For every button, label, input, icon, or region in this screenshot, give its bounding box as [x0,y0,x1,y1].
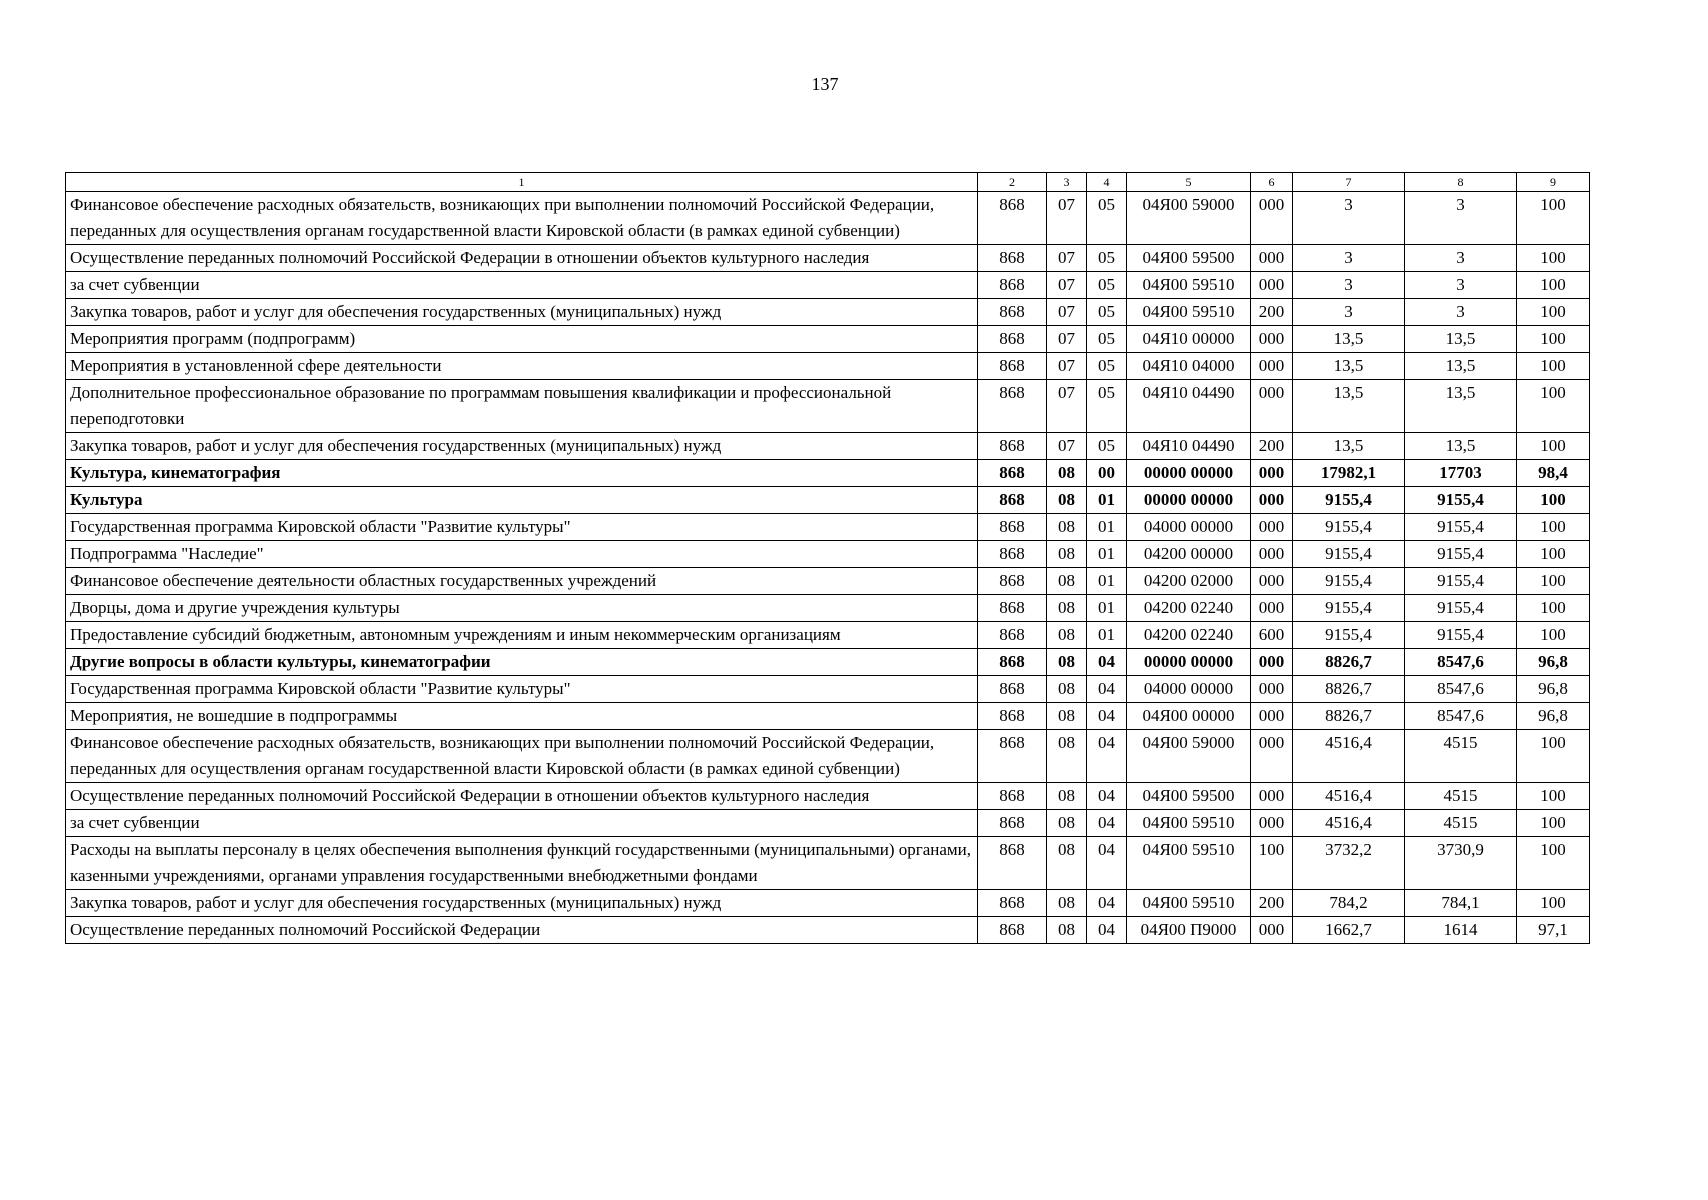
cell-gr: 868 [978,917,1047,944]
column-number: 3 [1047,173,1087,192]
cell-executed: 3 [1405,299,1517,326]
cell-rz: 07 [1047,326,1087,353]
cell-csr: 04Я10 04490 [1127,433,1251,460]
cell-csr: 04Я00 59510 [1127,272,1251,299]
cell-rz: 08 [1047,917,1087,944]
cell-vr: 100 [1251,837,1293,890]
table-row [66,890,1590,917]
cell-gr: 868 [978,541,1047,568]
table-row [66,810,1590,837]
cell-vr: 000 [1251,460,1293,487]
cell-executed: 13,5 [1405,326,1517,353]
cell-csr: 04Я00 59500 [1127,783,1251,810]
table-row [66,837,1590,890]
cell-pr: 04 [1087,730,1127,783]
column-number: 6 [1251,173,1293,192]
cell-executed: 9155,4 [1405,595,1517,622]
cell-percent: 100 [1517,192,1590,245]
table-row [66,433,1590,460]
cell-rz: 08 [1047,837,1087,890]
cell-csr: 04200 02240 [1127,622,1251,649]
cell-vr: 000 [1251,245,1293,272]
cell-vr: 000 [1251,514,1293,541]
cell-pr: 01 [1087,595,1127,622]
cell-planned: 8826,7 [1293,676,1405,703]
cell-vr: 000 [1251,353,1293,380]
cell-planned: 3 [1293,245,1405,272]
cell-executed: 8547,6 [1405,703,1517,730]
cell-csr: 04Я10 04490 [1127,380,1251,433]
cell-executed: 9155,4 [1405,622,1517,649]
table-row [66,783,1590,810]
cell-pr: 05 [1087,245,1127,272]
cell-rz: 08 [1047,676,1087,703]
cell-rz: 07 [1047,380,1087,433]
cell-percent: 98,4 [1517,460,1590,487]
cell-csr: 04Я10 04000 [1127,353,1251,380]
row-name: Культура [66,487,978,514]
cell-csr: 04Я10 00000 [1127,326,1251,353]
cell-csr: 04Я00 00000 [1127,703,1251,730]
cell-rz: 08 [1047,810,1087,837]
table-row [66,380,1590,433]
row-name: Осуществление переданных полномочий Российской Федерации [66,917,978,944]
cell-gr: 868 [978,272,1047,299]
row-name: Финансовое обеспечение расходных обязательств, возникающих при выполнении полномочий Российской Федерации, переданных для осуществления органам государственной власти Кировской области (в рамках единой субвенции) [66,192,978,245]
cell-executed: 784,1 [1405,890,1517,917]
row-name: Осуществление переданных полномочий Российской Федерации в отношении объектов культурного наследия [66,245,978,272]
cell-rz: 07 [1047,353,1087,380]
cell-pr: 04 [1087,703,1127,730]
cell-gr: 868 [978,299,1047,326]
cell-rz: 07 [1047,299,1087,326]
cell-gr: 868 [978,192,1047,245]
cell-percent: 96,8 [1517,676,1590,703]
cell-percent: 96,8 [1517,703,1590,730]
cell-rz: 08 [1047,649,1087,676]
cell-gr: 868 [978,380,1047,433]
cell-csr: 00000 00000 [1127,460,1251,487]
table-row [66,703,1590,730]
cell-percent: 100 [1517,487,1590,514]
cell-pr: 05 [1087,192,1127,245]
cell-vr: 000 [1251,649,1293,676]
row-name: Культура, кинематография [66,460,978,487]
cell-gr: 868 [978,595,1047,622]
cell-percent: 100 [1517,433,1590,460]
cell-planned: 9155,4 [1293,595,1405,622]
column-number: 8 [1405,173,1517,192]
cell-planned: 3 [1293,192,1405,245]
cell-percent: 100 [1517,730,1590,783]
cell-gr: 868 [978,730,1047,783]
cell-executed: 8547,6 [1405,649,1517,676]
table-row [66,541,1590,568]
row-name: Закупка товаров, работ и услуг для обеспечения государственных (муниципальных) нужд [66,433,978,460]
cell-planned: 4516,4 [1293,730,1405,783]
cell-rz: 07 [1047,433,1087,460]
cell-pr: 04 [1087,783,1127,810]
cell-planned: 4516,4 [1293,783,1405,810]
table-row [66,595,1590,622]
cell-rz: 07 [1047,272,1087,299]
cell-pr: 04 [1087,890,1127,917]
cell-gr: 868 [978,487,1047,514]
cell-percent: 100 [1517,890,1590,917]
row-name: Предоставление субсидий бюджетным, автономным учреждениям и иным некоммерческим организациям [66,622,978,649]
cell-pr: 05 [1087,433,1127,460]
table-row [66,568,1590,595]
cell-pr: 04 [1087,837,1127,890]
cell-vr: 000 [1251,380,1293,433]
cell-pr: 01 [1087,622,1127,649]
cell-rz: 08 [1047,514,1087,541]
table-row [66,353,1590,380]
cell-vr: 600 [1251,622,1293,649]
cell-planned: 9155,4 [1293,568,1405,595]
column-number: 2 [978,173,1047,192]
cell-planned: 9155,4 [1293,487,1405,514]
cell-percent: 100 [1517,326,1590,353]
cell-executed: 8547,6 [1405,676,1517,703]
cell-vr: 000 [1251,326,1293,353]
cell-rz: 08 [1047,460,1087,487]
row-name: Мероприятия, не вошедшие в подпрограммы [66,703,978,730]
cell-vr: 000 [1251,730,1293,783]
cell-percent: 100 [1517,245,1590,272]
cell-executed: 9155,4 [1405,514,1517,541]
cell-percent: 100 [1517,595,1590,622]
cell-pr: 05 [1087,380,1127,433]
cell-gr: 868 [978,514,1047,541]
budget-table [65,172,1590,944]
cell-pr: 05 [1087,353,1127,380]
cell-pr: 01 [1087,487,1127,514]
cell-rz: 08 [1047,730,1087,783]
cell-planned: 13,5 [1293,326,1405,353]
cell-csr: 04Я00 59510 [1127,837,1251,890]
cell-gr: 868 [978,433,1047,460]
cell-percent: 97,1 [1517,917,1590,944]
page-number: 137 [811,74,839,94]
row-name: Дворцы, дома и другие учреждения культуры [66,595,978,622]
table-row [66,649,1590,676]
cell-pr: 01 [1087,541,1127,568]
cell-gr: 868 [978,703,1047,730]
row-name: Финансовое обеспечение расходных обязательств, возникающих при выполнении полномочий Российской Федерации, переданных для осуществления органам государственной власти Кировской области (в рамках единой субвенции) [66,730,978,783]
cell-percent: 100 [1517,272,1590,299]
column-number: 1 [66,173,978,192]
cell-pr: 05 [1087,272,1127,299]
cell-csr: 04000 00000 [1127,514,1251,541]
cell-planned: 9155,4 [1293,622,1405,649]
row-name: Другие вопросы в области культуры, кинематографии [66,649,978,676]
cell-planned: 13,5 [1293,433,1405,460]
cell-planned: 3 [1293,272,1405,299]
cell-gr: 868 [978,810,1047,837]
cell-vr: 000 [1251,192,1293,245]
cell-rz: 08 [1047,890,1087,917]
cell-vr: 000 [1251,810,1293,837]
cell-pr: 04 [1087,676,1127,703]
row-name: Осуществление переданных полномочий Российской Федерации в отношении объектов культурного наследия [66,783,978,810]
cell-rz: 07 [1047,245,1087,272]
cell-executed: 9155,4 [1405,487,1517,514]
cell-rz: 08 [1047,487,1087,514]
cell-vr: 000 [1251,676,1293,703]
cell-csr: 04Я00 59000 [1127,192,1251,245]
table-body [66,173,1590,944]
cell-executed: 3730,9 [1405,837,1517,890]
cell-executed: 4515 [1405,810,1517,837]
cell-vr: 000 [1251,703,1293,730]
cell-vr: 200 [1251,890,1293,917]
cell-planned: 4516,4 [1293,810,1405,837]
column-number: 5 [1127,173,1251,192]
cell-vr: 200 [1251,299,1293,326]
cell-gr: 868 [978,353,1047,380]
cell-planned: 8826,7 [1293,649,1405,676]
cell-percent: 100 [1517,353,1590,380]
cell-planned: 13,5 [1293,380,1405,433]
cell-gr: 868 [978,890,1047,917]
table-row [66,299,1590,326]
row-name: Мероприятия программ (подпрограмм) [66,326,978,353]
cell-rz: 08 [1047,622,1087,649]
table-row [66,326,1590,353]
table-row [66,917,1590,944]
cell-rz: 08 [1047,703,1087,730]
cell-vr: 000 [1251,272,1293,299]
table-row [66,272,1590,299]
cell-pr: 01 [1087,568,1127,595]
cell-csr: 04Я00 59500 [1127,245,1251,272]
table-row [66,622,1590,649]
row-name: Расходы на выплаты персоналу в целях обеспечения выполнения функций государственными (муниципальными) органами, казенными учреждениями, органами управления государственными внебюджетными фондами [66,837,978,890]
cell-percent: 100 [1517,837,1590,890]
cell-executed: 1614 [1405,917,1517,944]
cell-pr: 04 [1087,917,1127,944]
cell-vr: 000 [1251,783,1293,810]
table-row [66,192,1590,245]
cell-rz: 08 [1047,541,1087,568]
table-row [66,245,1590,272]
cell-vr: 000 [1251,568,1293,595]
cell-csr: 04Я00 59510 [1127,299,1251,326]
cell-pr: 04 [1087,649,1127,676]
table-row [66,487,1590,514]
cell-gr: 868 [978,568,1047,595]
column-number: 7 [1293,173,1405,192]
cell-percent: 100 [1517,810,1590,837]
table-row [66,460,1590,487]
cell-csr: 00000 00000 [1127,649,1251,676]
cell-executed: 9155,4 [1405,568,1517,595]
cell-executed: 13,5 [1405,353,1517,380]
cell-gr: 868 [978,783,1047,810]
cell-planned: 1662,7 [1293,917,1405,944]
cell-pr: 01 [1087,514,1127,541]
cell-gr: 868 [978,460,1047,487]
cell-gr: 868 [978,326,1047,353]
cell-csr: 04Я00 59000 [1127,730,1251,783]
cell-pr: 05 [1087,326,1127,353]
cell-csr: 04200 00000 [1127,541,1251,568]
row-name: Государственная программа Кировской области "Развитие культуры" [66,514,978,541]
cell-planned: 784,2 [1293,890,1405,917]
cell-planned: 9155,4 [1293,514,1405,541]
cell-gr: 868 [978,837,1047,890]
row-name: Подпрограмма "Наследие" [66,541,978,568]
row-name: Мероприятия в установленной сфере деятельности [66,353,978,380]
cell-gr: 868 [978,649,1047,676]
cell-csr: 04200 02000 [1127,568,1251,595]
column-number: 4 [1087,173,1127,192]
cell-gr: 868 [978,676,1047,703]
cell-pr: 05 [1087,299,1127,326]
cell-rz: 07 [1047,192,1087,245]
column-numbers-row [66,173,1590,192]
cell-percent: 100 [1517,541,1590,568]
cell-percent: 100 [1517,299,1590,326]
cell-gr: 868 [978,245,1047,272]
table-row [66,514,1590,541]
cell-planned: 13,5 [1293,353,1405,380]
cell-planned: 8826,7 [1293,703,1405,730]
cell-planned: 9155,4 [1293,541,1405,568]
row-name: за счет субвенции [66,272,978,299]
cell-percent: 100 [1517,783,1590,810]
cell-executed: 3 [1405,272,1517,299]
cell-executed: 13,5 [1405,380,1517,433]
row-name: Дополнительное профессиональное образование по программам повышения квалификации и профессиональной переподготовки [66,380,978,433]
cell-executed: 17703 [1405,460,1517,487]
cell-percent: 96,8 [1517,649,1590,676]
cell-executed: 13,5 [1405,433,1517,460]
row-name: Закупка товаров, работ и услуг для обеспечения государственных (муниципальных) нужд [66,890,978,917]
cell-csr: 04Я00 59510 [1127,890,1251,917]
cell-percent: 100 [1517,380,1590,433]
table-row [66,676,1590,703]
cell-gr: 868 [978,622,1047,649]
cell-csr: 04Я00 59510 [1127,810,1251,837]
cell-rz: 08 [1047,595,1087,622]
row-name: Государственная программа Кировской области "Развитие культуры" [66,676,978,703]
cell-percent: 100 [1517,622,1590,649]
cell-executed: 9155,4 [1405,541,1517,568]
cell-rz: 08 [1047,783,1087,810]
cell-planned: 3732,2 [1293,837,1405,890]
column-number: 9 [1517,173,1590,192]
cell-csr: 04000 00000 [1127,676,1251,703]
cell-executed: 4515 [1405,783,1517,810]
cell-pr: 04 [1087,810,1127,837]
cell-vr: 000 [1251,541,1293,568]
cell-percent: 100 [1517,568,1590,595]
cell-pr: 00 [1087,460,1127,487]
cell-rz: 08 [1047,568,1087,595]
cell-vr: 000 [1251,487,1293,514]
cell-executed: 3 [1405,192,1517,245]
row-name: за счет субвенции [66,810,978,837]
cell-vr: 200 [1251,433,1293,460]
row-name: Закупка товаров, работ и услуг для обеспечения государственных (муниципальных) нужд [66,299,978,326]
cell-csr: 04Я00 П9000 [1127,917,1251,944]
cell-percent: 100 [1517,514,1590,541]
row-name: Финансовое обеспечение деятельности областных государственных учреждений [66,568,978,595]
cell-planned: 17982,1 [1293,460,1405,487]
cell-csr: 00000 00000 [1127,487,1251,514]
cell-executed: 3 [1405,245,1517,272]
cell-vr: 000 [1251,595,1293,622]
cell-vr: 000 [1251,917,1293,944]
cell-executed: 4515 [1405,730,1517,783]
cell-planned: 3 [1293,299,1405,326]
table-row [66,730,1590,783]
cell-csr: 04200 02240 [1127,595,1251,622]
